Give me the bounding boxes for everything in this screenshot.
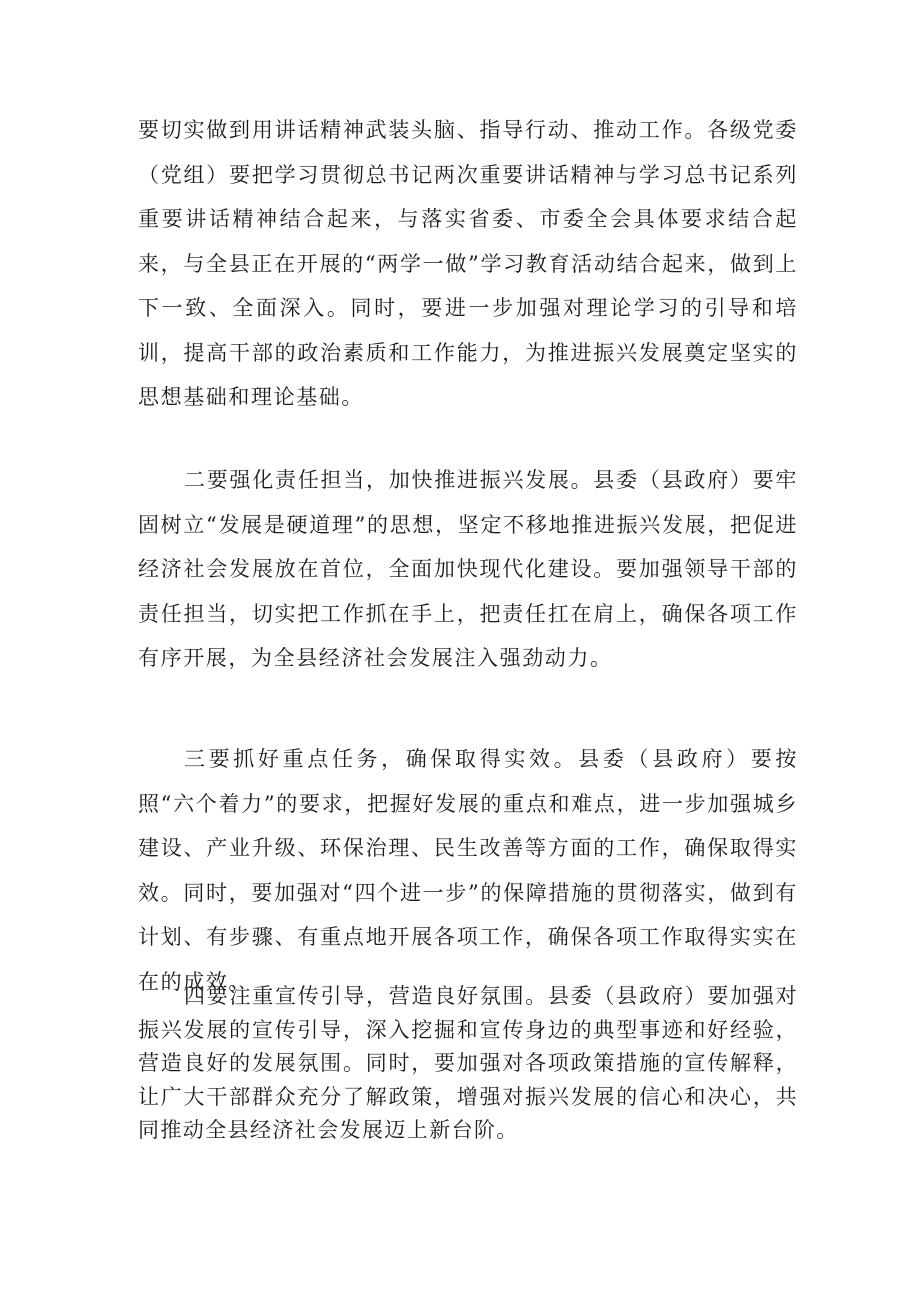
paragraph-key-tasks: 三要抓好重点任务，确保取得实效。县委（县政府）要按照“六个着力”的要求，把握好发展的重点和难点，进一步加强城乡建设、产业升级、环保治理、民生改善等方面的工作，确保取得实效。同时，要加强对“四个进一步”的保障措施的贯彻落实，做到有计划、有步骤、有重点地开展各项工作，确保各项工作取得实实在在的成效。 — [138, 747, 798, 994]
paragraph-continuation: 要切实做到用讲话精神武装头脑、指导行动、推动工作。各级党委（党组）要把学习贯彻总书记两次重要讲话精神与学习总书记系列重要讲话精神结合起来，与落实省委、市委全会具体要求结合起来，与全县正在开展的“两学一做”学习教育活动结合起来，做到上下一致、全面深入。同时，要进一步加强对理论学习的引导和培训，提高干部的政治素质和工作能力，为推进振兴发展奠定坚实的思想基础和理论基础。 — [138, 118, 798, 409]
paragraph-responsibility: 二要强化责任担当，加快推进振兴发展。县委（县政府）要牢固树立“发展是硬道理”的思想，坚定不移地推进振兴发展，把促进经济社会发展放在首位，全面加快现代化建设。要加强领导干部的责任担当，切实把工作抓在手上，把责任扛在肩上，确保各项工作有序开展，为全县经济社会发展注入强劲动力。 — [138, 468, 798, 670]
paragraph-publicity: 四要注重宣传引导，营造良好氛围。县委（县政府）要加强对振兴发展的宣传引导，深入挖掘和宣传身边的典型事迹和好经验，营造良好的发展氛围。同时，要加强对各项政策措施的宣传解释，让广大干部群众充分了解政策，增强对振兴发展的信心和决心，共同推动全县经济社会发展迈上新台阶。 — [138, 984, 798, 1142]
